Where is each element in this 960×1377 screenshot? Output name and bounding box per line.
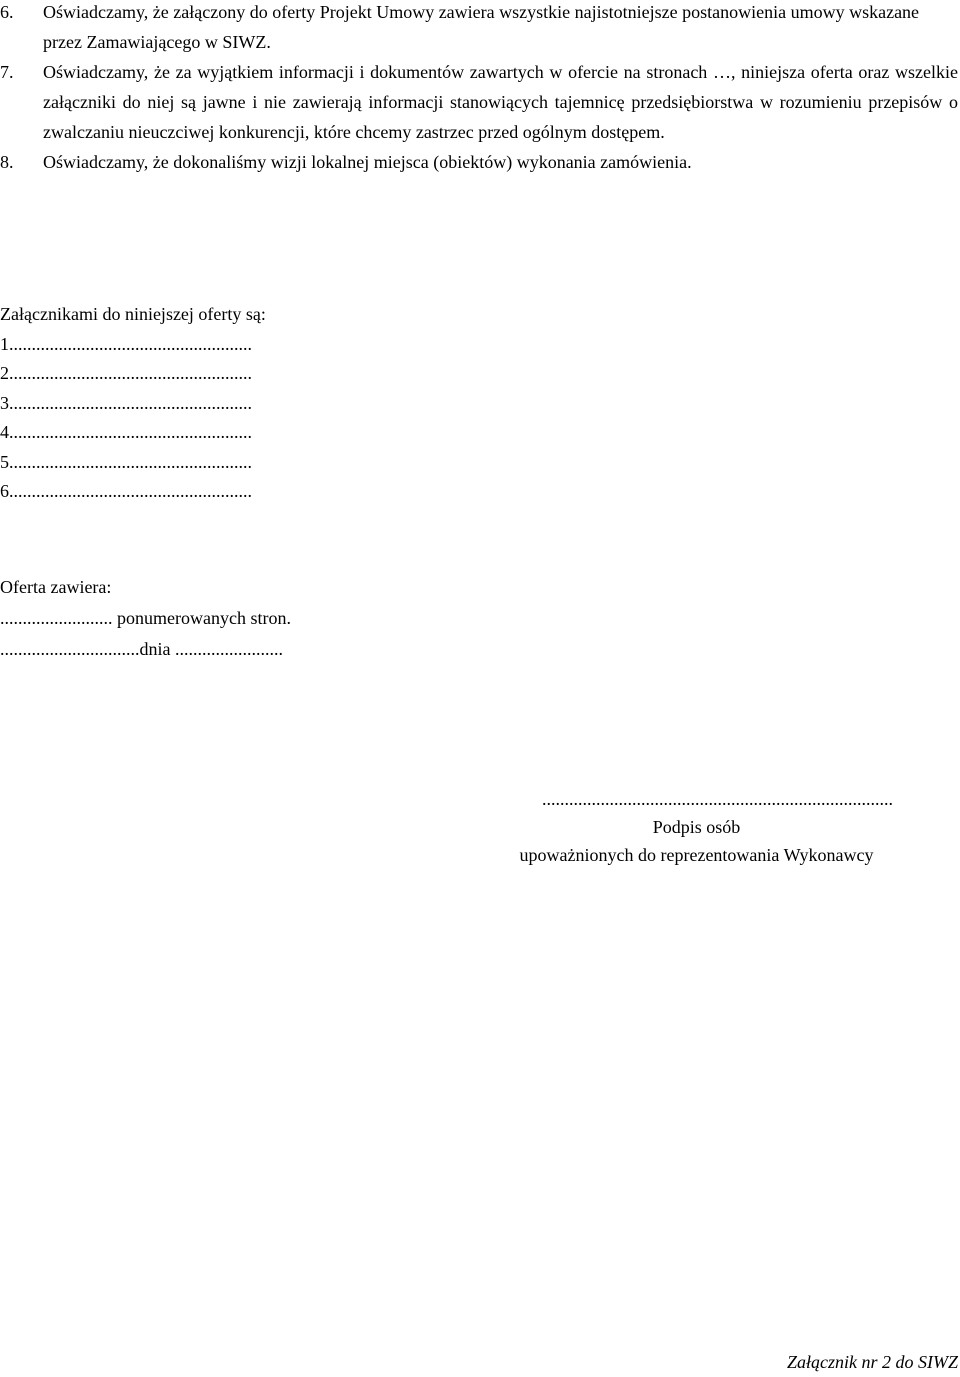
offer-date-line: ...............................dnia ........................	[0, 639, 283, 659]
declaration-item	[0, 147, 958, 177]
attachments-heading: Załącznikami do niniejszej oferty są:	[0, 304, 266, 324]
signature-dotted-line: ..............................................................................	[542, 789, 893, 809]
attachments-section	[0, 300, 266, 507]
attachment-line: 5......................................................	[0, 451, 252, 472]
declaration-number: 8.	[0, 152, 14, 172]
signature-caption-line2: upoważnionych do reprezentowania Wykonawcy	[519, 845, 874, 865]
declaration-number: 7.	[0, 62, 14, 82]
offer-heading: Oferta zawiera:	[0, 577, 112, 597]
attachment-line: 3......................................................	[0, 392, 252, 413]
signature-block	[500, 785, 893, 869]
attachment-line: 2......................................................	[0, 363, 252, 383]
declarations-list	[0, 0, 958, 177]
offer-summary-section	[0, 572, 291, 665]
declaration-item	[0, 0, 958, 57]
attachment-line: 4......................................................	[0, 422, 252, 442]
page-footer-annex-label: Załącznik nr 2 do SIWZ	[787, 1352, 958, 1372]
declaration-text: Oświadczamy, że załączony do oferty Projekt Umowy zawiera wszystkie najistotniejsze postanowienia umowy wskazane przez Zamawiającego w SIWZ.	[43, 2, 920, 52]
offer-pages-line: ......................... ponumerowanych stron.	[0, 608, 291, 628]
attachment-line: 6......................................................	[0, 481, 252, 501]
declaration-text: Oświadczamy, że dokonaliśmy wizji lokalnej miejsca (obiektów) wykonania zamówienia.	[43, 152, 692, 172]
signature-caption-line1: Podpis osób	[652, 817, 741, 837]
declaration-item	[0, 57, 958, 147]
declaration-text: Oświadczamy, że za wyjątkiem informacji i dokumentów zawartych w ofercie na stronach …, niniejsza oferta oraz wszelkie załączniki do niej są jawne i nie zawierają informacji stanowiących tajemnicę przedsiębiorstwa w rozumieniu przepisów o zwalczaniu nieuczciwej konkurencji, które chcemy zastrzec przed ogólnym dostępem.	[43, 62, 958, 142]
declaration-number: 6.	[0, 2, 14, 22]
attachment-line: 1......................................................	[0, 333, 252, 354]
